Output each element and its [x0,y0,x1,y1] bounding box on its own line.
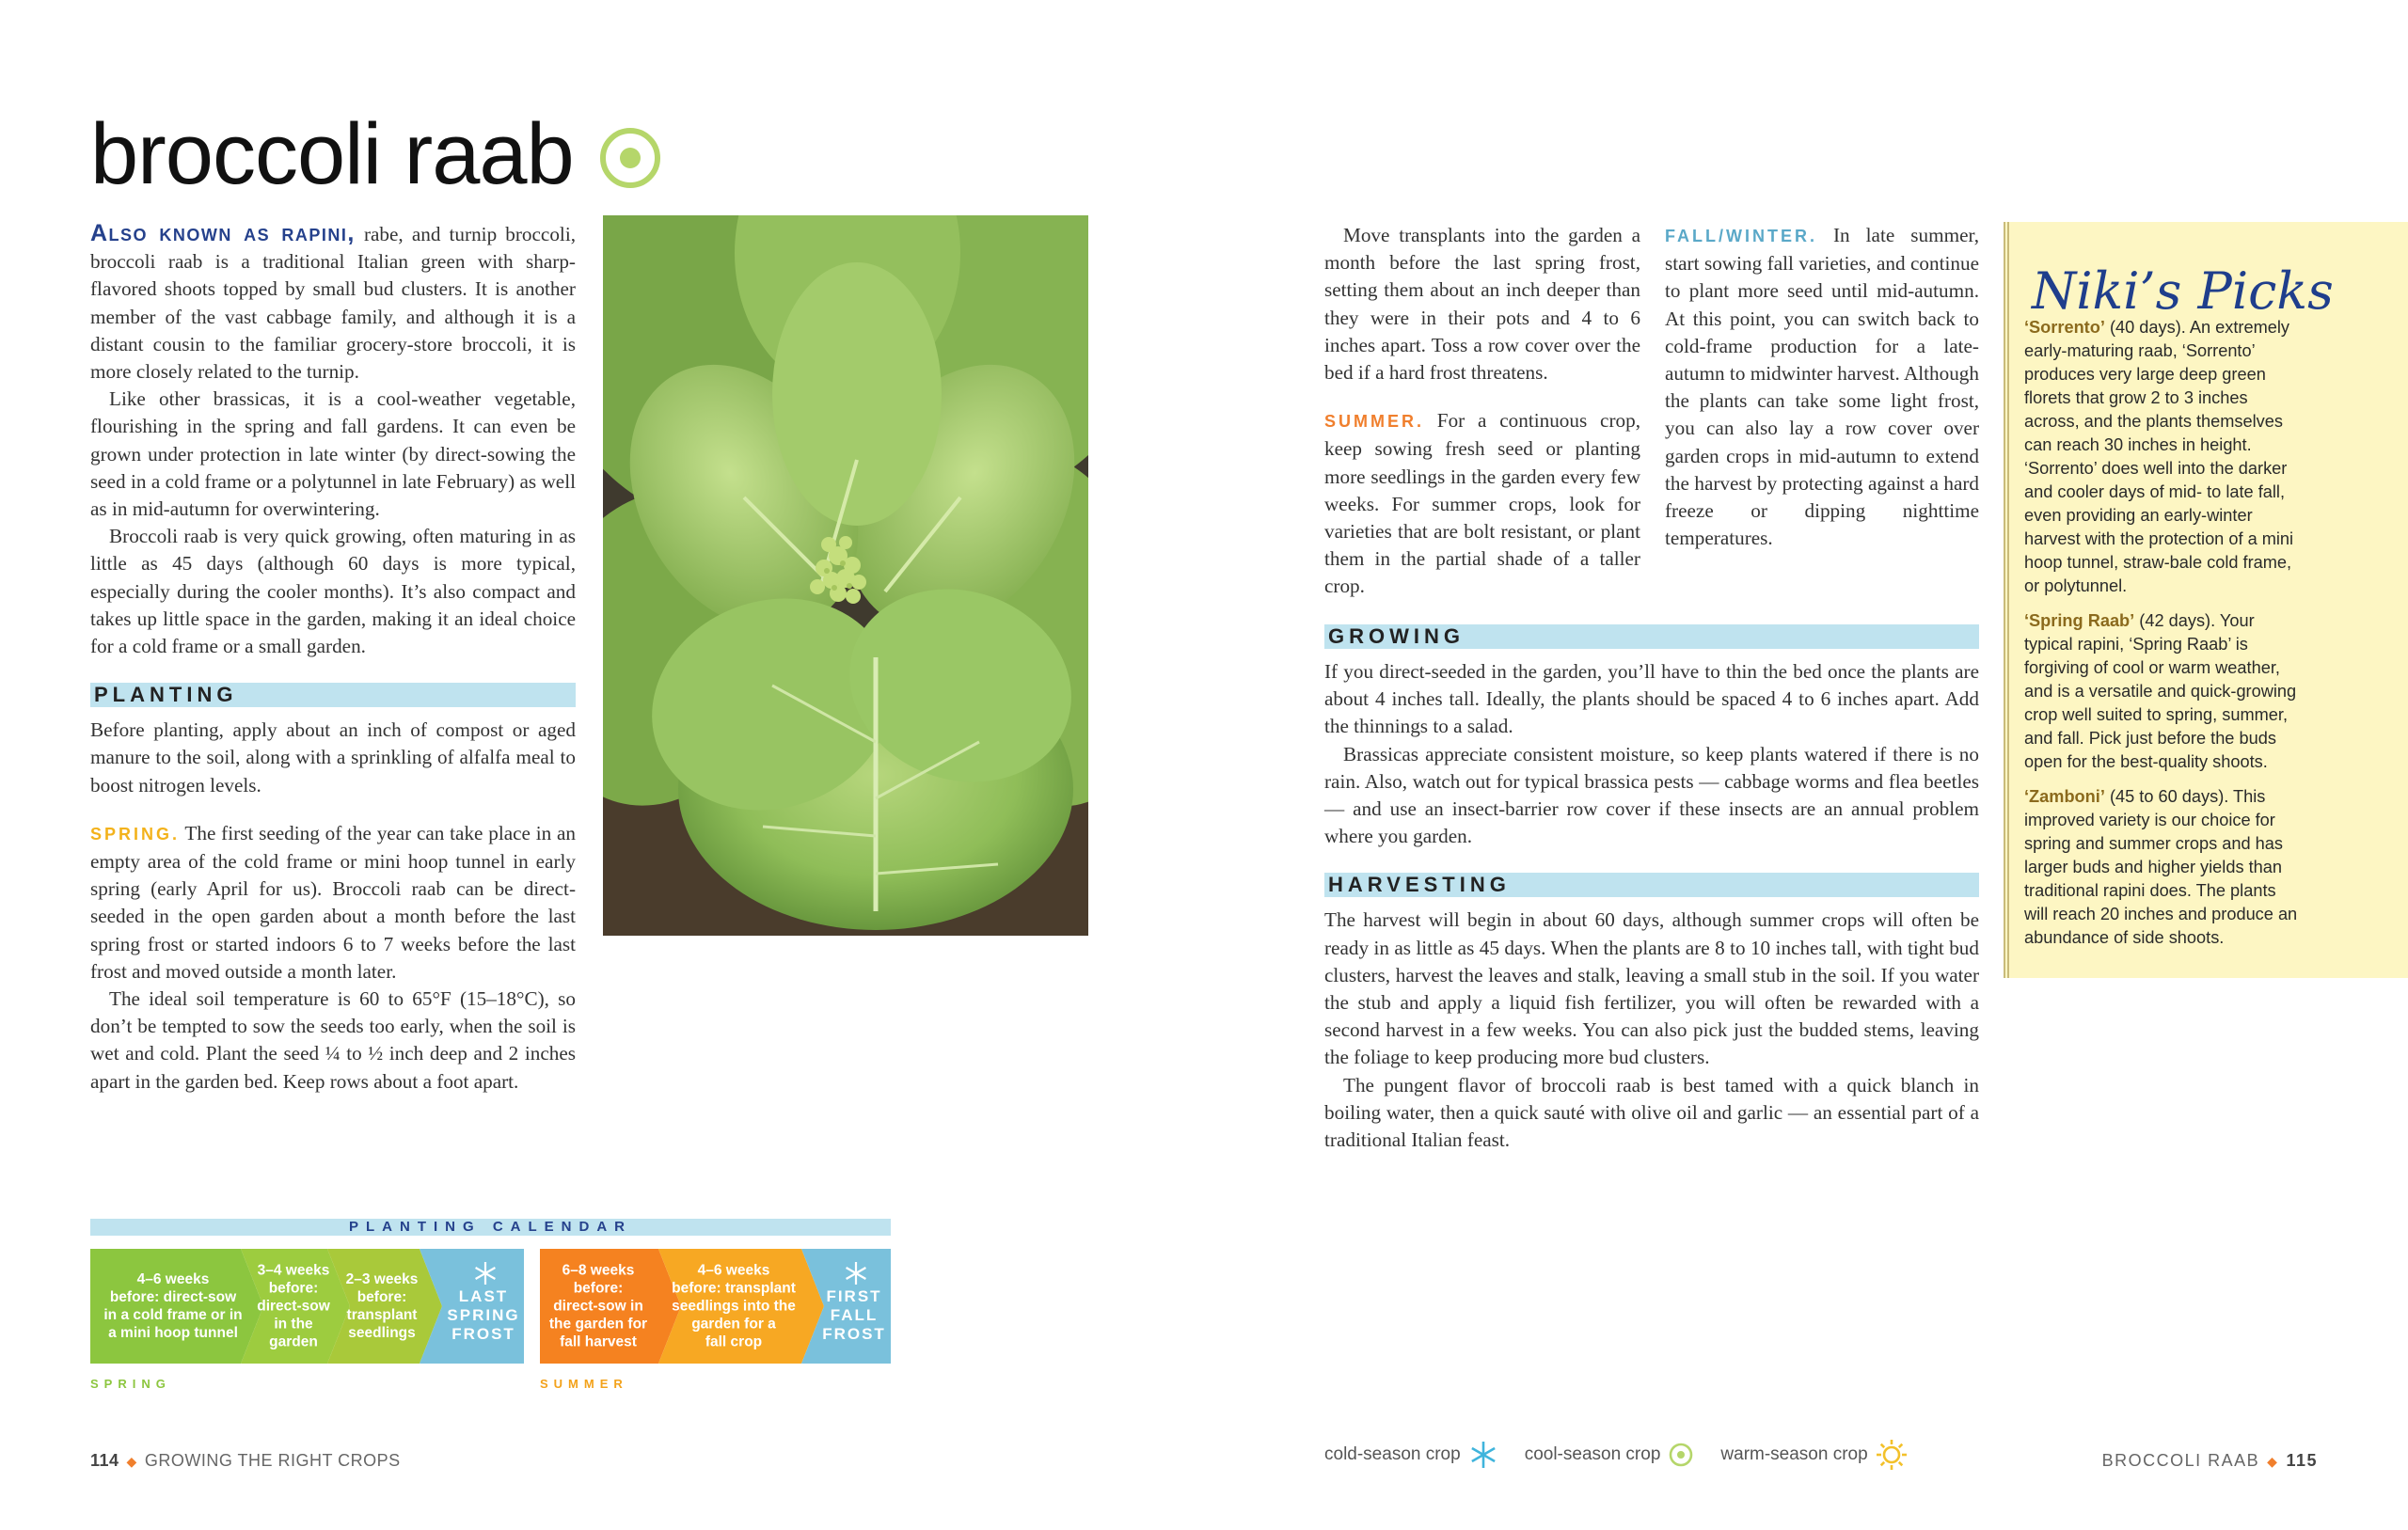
pick-text: (45 to 60 days). This improved variety is our choice for spring and summer crops and has larger buds and higher yields than traditional rapini does. The plants will reach 20 inches and produce an abundance of side shoots. [2024,787,2298,947]
running-head-right: BROCCOLI RAAB [2101,1451,2260,1470]
calendar-label: 3–4 weeks [257,1262,330,1279]
cool-season-icon [1668,1442,1694,1468]
title-block [90,106,662,202]
left-column [90,220,576,1096]
fall-winter-text: In late summer, start sowing fall varieties, and continue to plant more seed until mid-autumn. At this point, you can switch back to cold-frame production for a late-autumn to midwinter harvest. Although the plants can take some light frost, you can also lay a row cover over garden crops in mid-autumn to extend the harvest by protecting against a hard freeze or dipping nighttime temperatures. [1665,224,1979,550]
running-head-left: GROWING THE RIGHT CROPS [144,1451,401,1470]
calendar-label: transplant [346,1307,418,1323]
legend-warm-season [1720,1439,1907,1471]
pick-sorrento [2024,316,2303,598]
intro-text: rabe, and turnip broccoli, broccoli raab is a traditional Italian green with sharp-flavored shoots topped by small bud clusters. It is another member of the vast cabbage family, and although it is a distant cousin to the familiar grocery-store broccoli, it is more closely related to the turnip. [90,223,576,384]
sidebar-body [2024,316,2303,961]
legend-cool-season [1525,1442,1695,1468]
planting-paragraph: Before planting, apply about an inch of compost or aged manure to the soil, along with a sprinkling of alfalfa meal to boost nitrogen levels. [90,718,576,797]
calendar-label: FROST [822,1325,886,1343]
fall-winter-label: FALL/WINTER. [1665,227,1817,245]
pick-name: ‘Zamboni’ [2024,787,2105,806]
sun-icon [1876,1439,1908,1471]
calendar-label: before: [573,1280,624,1297]
intro-paragraph-2: Like other brassicas, it is a cool-weather vegetable, flourishing in the spring and fall gardens. It can even be grown under protection in late winter (by direct-sowing the seed in a cold frame or a polytunnel in late February) as well as in mid-autumn for overwintering. [90,387,576,521]
pick-spring-raab [2024,609,2303,774]
calendar-label: 4–6 weeks [697,1262,770,1279]
diamond-icon: ◆ [2267,1454,2279,1469]
also-known-as-lead: Also known as rapini, [90,220,356,246]
plant-illustration [603,215,1088,936]
calendar-label: 4–6 weeks [136,1271,210,1287]
soil-paragraph: The ideal soil temperature is 60 to 65°F (15–18°C), so don’t be tempted to sow the seeds too early, when the soil is wet and cold. Plant the seed ¼ to ½ inch deep and 2 inches apart in the garden bed. Keep rows about a foot apart. [90,987,576,1093]
calendar-label: fall harvest [560,1333,637,1350]
calendar-label: before: direct-sow [109,1289,237,1305]
diamond-icon: ◆ [126,1454,137,1469]
legend-cold-season [1324,1440,1498,1470]
calendar-label: direct-sow [257,1298,330,1315]
calendar-label: direct-sow in [553,1298,643,1315]
pick-name: ‘Sorrento’ [2024,318,2105,337]
spring-paragraph [90,820,576,986]
crop-season-legend [1324,1439,1934,1471]
calendar-label: garden for a [691,1316,776,1333]
calendar-label: before: transplant [672,1280,796,1297]
legend-label: cold-season crop [1324,1444,1461,1464]
calendar-label: FALL [830,1306,879,1324]
calendar-label: in a cold frame or in [103,1307,243,1323]
legend-label: cool-season crop [1524,1444,1661,1464]
broccoli-raab-photo [603,215,1088,936]
calendar-label: FROST [452,1325,515,1343]
snowflake-icon [1468,1440,1498,1470]
harvesting-paragraph-2: The pungent flavor of broccoli raab is best tamed with a quick blanch in boiling water, then a quick sauté with olive oil and garlic — an essential part of a traditional Italian feast. [1324,1073,1979,1152]
sidebar-title-text: Niki’s Picks [2032,261,2334,321]
right-page-column-1 [1324,222,1640,601]
spring-text: The first seeding of the year can take place in an empty area of the cold frame or mini hoop tunnel in early spring (early April for us). Broccoli raab can be direct-seeded in the open garden about a month before the last spring frost or started indoors 6 to 7 weeks before the last frost and moved outside a month later. [90,821,576,983]
calendar-spring-label: SPRING [90,1377,171,1391]
growing-harvesting-column [1324,624,1979,1154]
calendar-label: 2–3 weeks [345,1271,419,1287]
legend-label: warm-season crop [1720,1444,1868,1464]
fall-winter-paragraph [1665,222,1979,552]
sidebar-rule [2004,222,2009,978]
harvesting-paragraph-1: The harvest will begin in about 60 days, although summer crops will often be ready in as little as 45 days. When the plants are 8 to 10 inches tall, with tight bud clusters, harvest the leaves and stalk, leaving a small stub in the soil. If you water the stub and apply a liquid fish fertilizer, you will often be rewarded with a second harvest in a few weeks. You can also pick just the budded stems, leaving the foliage to keep producing more bud clusters. [1324,908,1979,1069]
planting-heading: PLANTING [90,683,576,707]
calendar-label: in the [274,1316,313,1333]
pick-text: (40 days). An extremely early-maturing raab, ‘Sorrento’ produces very large deep green florets that grow 2 to 3 inches across, and the plants themselves can reach 30 inches in height. ‘Sorrento’ does well into the darker and cooler days of mid- to late fall, even providing an early-winter harvest with the protection of a mini hoop tunnel, straw-bale cold frame, or polytunnel. [2024,318,2294,595]
sidebar-title [2019,250,2395,325]
growing-paragraph-1: If you direct-seeded in the garden, you’ll have to thin the bed once the plants are about 4 inches tall. Ideally, the plants should be spaced 4 to 6 inches apart. Add the thinnings to a salad. [1324,660,1979,738]
calendar-label: seedlings into the [672,1298,796,1315]
calendar-label: seedlings [348,1325,416,1341]
summer-paragraph [1324,407,1640,600]
cool-season-icon [598,126,662,190]
calendar-label: 6–8 weeks [562,1262,635,1279]
intro-paragraph-3: Broccoli raab is very quick growing, often maturing in as little as 45 days (although 60 days is more typical, especially during the cooler months). It’s also compact and takes up little space in the garden, making it an ideal choice for a cold frame or a small garden. [90,525,576,658]
harvesting-heading: HARVESTING [1324,873,1979,897]
page-title: broccoli raab [90,106,574,202]
cal-step-spring-1 [90,1249,263,1364]
calendar-label: a mini hoop tunnel [108,1325,238,1341]
pick-name: ‘Spring Raab’ [2024,611,2135,630]
planting-calendar-title: PLANTING CALENDAR [90,1219,891,1236]
nikis-picks-sidebar [2004,222,2408,978]
summer-text: For a continuous crop, keep sowing fresh seed or planting more seedlings in the garden every few weeks. For summer crops, look for varieties that are bolt resistant, or plant them in the partial shade of a taller crop. [1324,409,1640,598]
calendar-summer-label: SUMMER [540,1377,628,1391]
pick-text: (42 days). Your typical rapini, ‘Spring Raab’ is forgiving of cool or warm weather, and is a versatile and quick-growing crop well suited to spring, summer, and fall. Pick just before the buds open for the best-quality shoots. [2024,611,2297,771]
page-number-right: 115 [2286,1451,2318,1470]
right-page-column-2 [1665,222,1979,552]
spring-label: SPRING. [90,824,181,844]
growing-heading: GROWING [1324,624,1979,649]
calendar-label: FIRST [826,1287,882,1305]
transplant-paragraph: Move transplants into the garden a month before the last spring frost, setting them about an inch deeper than they were in their pots and 4 to 6 inches apart. Toss a row cover over the bed if a hard frost threatens. [1324,224,1640,385]
page-number-left: 114 [90,1451,119,1470]
calendar-label: LAST [458,1287,509,1305]
growing-paragraph-2: Brassicas appreciate consistent moisture, so keep plants watered if there is no rain. Also, watch out for typical brassica pests — cabbage worms and flea beetles — and use an insect-barrier row cover if these insects are an annual problem where you garden. [1324,742,1979,848]
footer-left [90,1451,401,1471]
intro-paragraph [90,220,576,386]
summer-label: SUMMER. [1324,412,1424,432]
footer-right [2102,1451,2318,1471]
calendar-label: before: [268,1280,319,1297]
calendar-label: fall crop [705,1333,763,1350]
pick-zamboni [2024,785,2303,950]
calendar-label: SPRING [447,1306,520,1324]
calendar-label: the garden for [548,1316,648,1333]
calendar-label: garden [269,1333,318,1350]
planting-calendar [90,1249,891,1364]
calendar-label: before: [356,1289,407,1305]
